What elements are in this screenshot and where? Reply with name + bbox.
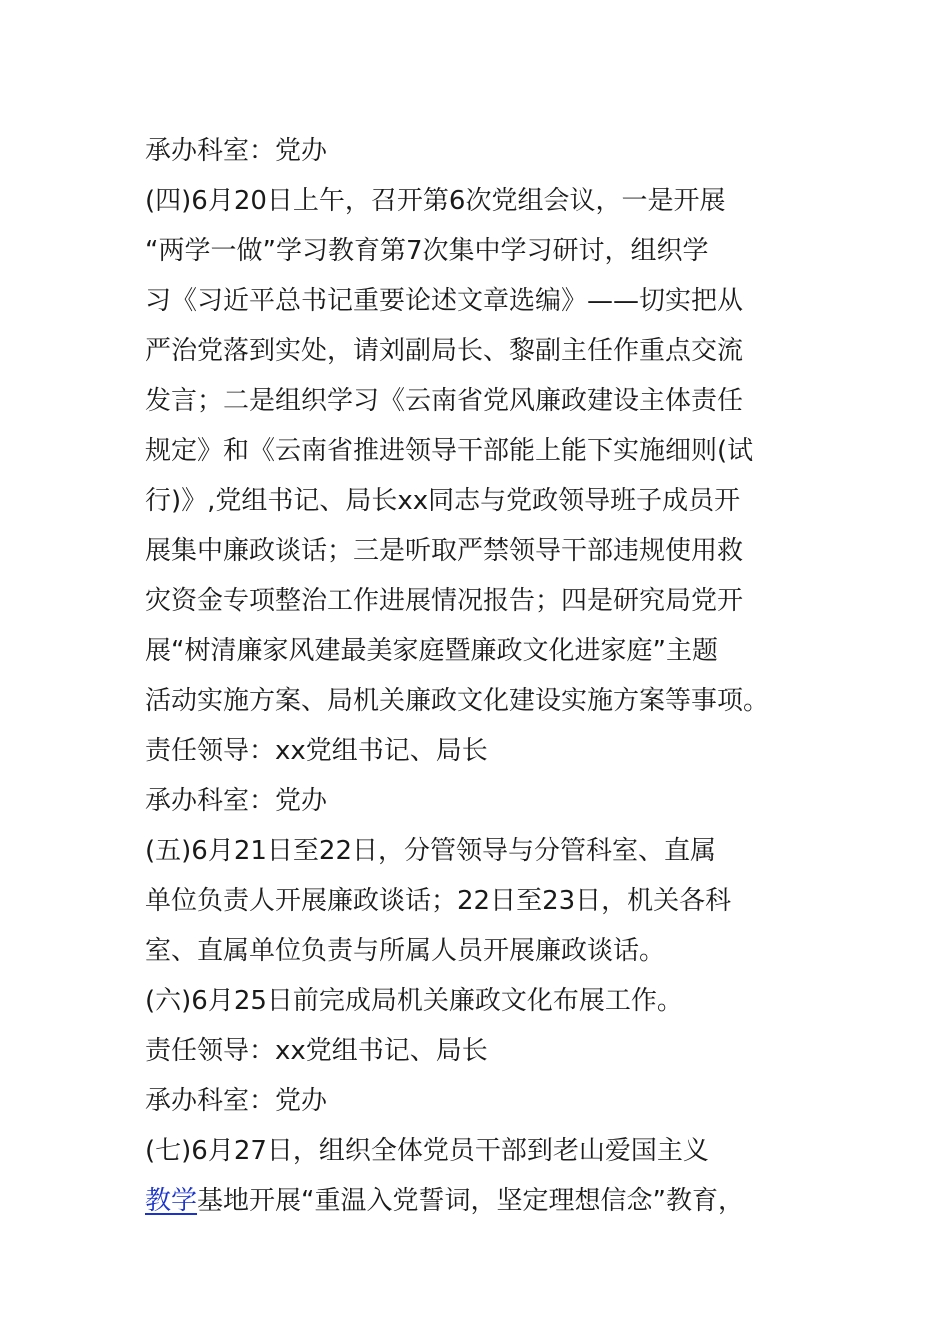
text-line: 灾资金专项整治工作进展情况报告；四是研究局党开 (145, 586, 744, 616)
text-line: 责任领导：xx党组书记、局长 (145, 736, 488, 766)
text-line: 活动实施方案、局机关廉政文化建设实施方案等事项。 (145, 686, 770, 716)
text-line: 规定》和《云南省推进领导干部能上能下实施细则(试 (145, 436, 754, 466)
text-line: (四)6月20日上午，召开第6次党组会议，一是开展 (145, 186, 726, 216)
text-line: 室、直属单位负责与所属人员开展廉政谈话。 (145, 936, 666, 966)
jiaoxue-link[interactable]: 教学 (145, 1186, 198, 1216)
text-line: 发言；二是组织学习《云南省党风廉政建设主体责任 (145, 386, 744, 416)
text-line: 展“树清廉家风建最美家庭暨廉政文化进家庭”主题 (145, 636, 718, 666)
text-line: (七)6月27日，组织全体党员干部到老山爱国主义 (145, 1136, 709, 1166)
text-line: 展集中廉政谈话；三是听取严禁领导干部违规使用救 (145, 536, 744, 566)
text-line: 承办科室：党办 (145, 1086, 328, 1116)
text-line: 习《习近平总书记重要论述文章选编》——切实把从 (145, 286, 744, 316)
text-line-rest: 基地开展“重温入党誓词，坚定理想信念”教育， (197, 1186, 744, 1216)
text-line: 承办科室：党办 (145, 786, 328, 816)
text-line: 承办科室：党办 (145, 136, 328, 166)
text-line: 单位负责人开展廉政谈话；22日至23日，机关各科 (145, 886, 732, 916)
text-line: 严治党落到实处，请刘副局长、黎副主任作重点交流 (145, 336, 744, 366)
text-line: (五)6月21日至22日，分管领导与分管科室、直属 (145, 836, 716, 866)
text-line: (六)6月25日前完成局机关廉政文化布展工作。 (145, 986, 683, 1016)
text-line: “两学一做”学习教育第7次集中学习研讨，组织学 (145, 236, 709, 266)
text-line: 责任领导：xx党组书记、局长 (145, 1036, 488, 1066)
document-body (145, 126, 825, 1226)
text-line-with-link (145, 1176, 825, 1226)
text-line: 行)》,党组书记、局长xx同志与党政领导班子成员开 (145, 486, 741, 516)
